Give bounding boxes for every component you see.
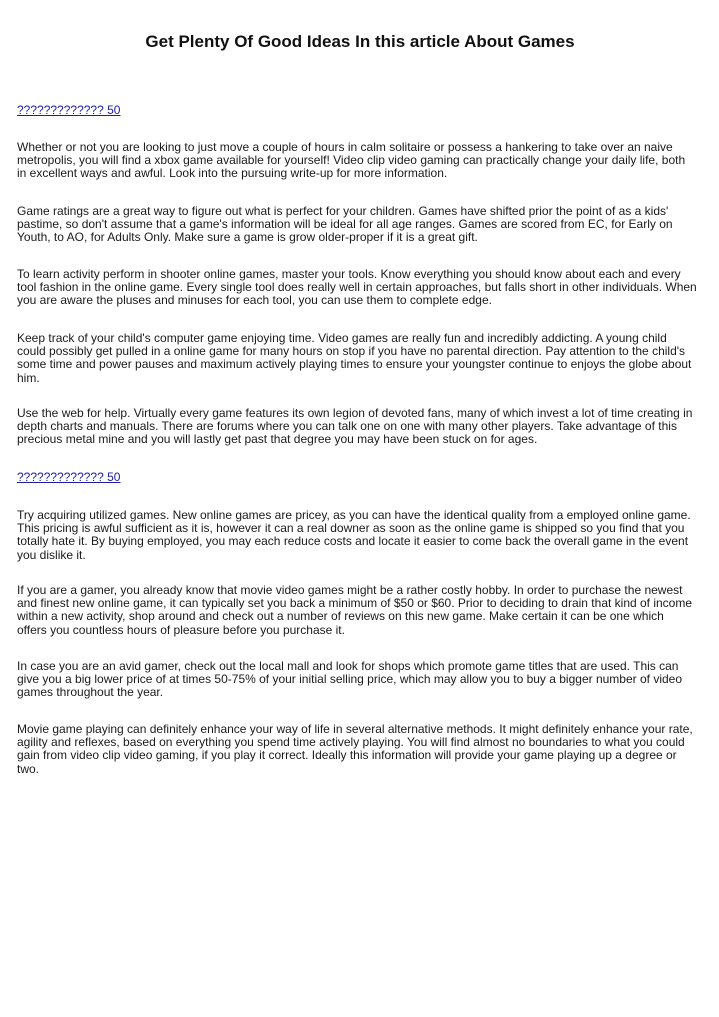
paragraph-7: If you are a gamer, you already know that movie video games might be a rather costly hobby. In order to purchase the newest and finest new online game, it can typically set you back a minimum of $50 or $60. Prior to deciding to drain that kind of income within a new activity, shop around and check out a number of reviews on this new game. Make certain it can be one which offers you countless hours of pleasure before you purchase it. (17, 583, 693, 637)
page-title: Get Plenty Of Good Ideas In this article About Games (145, 32, 575, 51)
article-link-1[interactable]: ????????????? 50 (17, 103, 121, 117)
paragraph-6: Try acquiring utilized games. New online games are pricey, as you can have the identical quality from a employed online game. This pricing is awful sufficient as it is, however it can a real downer as soon as the online game is shipped so you find that you totally hate it. By buying employed, you may each reduce costs and locate it easier to come back the overall game in the event you dislike it. (17, 508, 691, 562)
article-link-2[interactable]: ????????????? 50 (17, 470, 121, 484)
paragraph-3: To learn activity perform in shooter online games, master your tools. Know everything you should know about each and every tool fashion in the online game. Every single tool does really well in certain approaches, but falls short in other individuals. When you are aware the pluses and minuses for each tool, you can use them to complete edge. (17, 267, 697, 308)
paragraph-5: Use the web for help. Virtually every game features its own legion of devoted fans, many of which invest a lot of time creating in depth charts and manuals. There are forums where you can talk one on one with many other players. Take advantage of this precious metal mine and you will lastly get past that degree you may have been stuck on for ages. (17, 406, 693, 447)
paragraph-8: In case you are an avid gamer, check out the local mall and look for shops which promote game titles that are used. This can give you a big lower price of at times 50-75% of your initial selling price, which may allow you to buy a bigger number of video games throughout the year. (17, 659, 683, 700)
paragraph-2: Game ratings are a great way to figure out what is perfect for your children. Games have shifted prior the point of as a kids' pastime, so don't assume that a game's information will be ideal for all age ranges. Games are scored from EC, for Early on Youth, to AO, for Adults Only. Make sure a game is grow older-proper if it is a great gift. (17, 204, 673, 245)
paragraph-4: Keep track of your child's computer game enjoying time. Video games are really fun and incredibly addicting. A young child could possibly get pulled in a online game for many hours on stop if you have no parental direction. Pay attention to the child's some time and power pauses and maximum actively playing times to ensure your youngster continue to enjoys the globe about him. (17, 331, 692, 385)
paragraph-1: Whether or not you are looking to just move a couple of hours in calm solitaire or possess a hankering to take over an naive metropolis, you will find a xbox game available for yourself! Video clip video gaming can practically change your daily life, both in excellent ways and awful. Look into the pursuing write-up for more information. (17, 140, 686, 181)
paragraph-9: Movie game playing can definitely enhance your way of life in several alternative methods. It might definitely enhance your rate, agility and reflexes, based on everything you spend time actively playing. You will find almost no boundaries to what you could gain from video clip video gaming, if you play it correct. Ideally this information will provide your game playing up a degree or two. (17, 722, 693, 776)
